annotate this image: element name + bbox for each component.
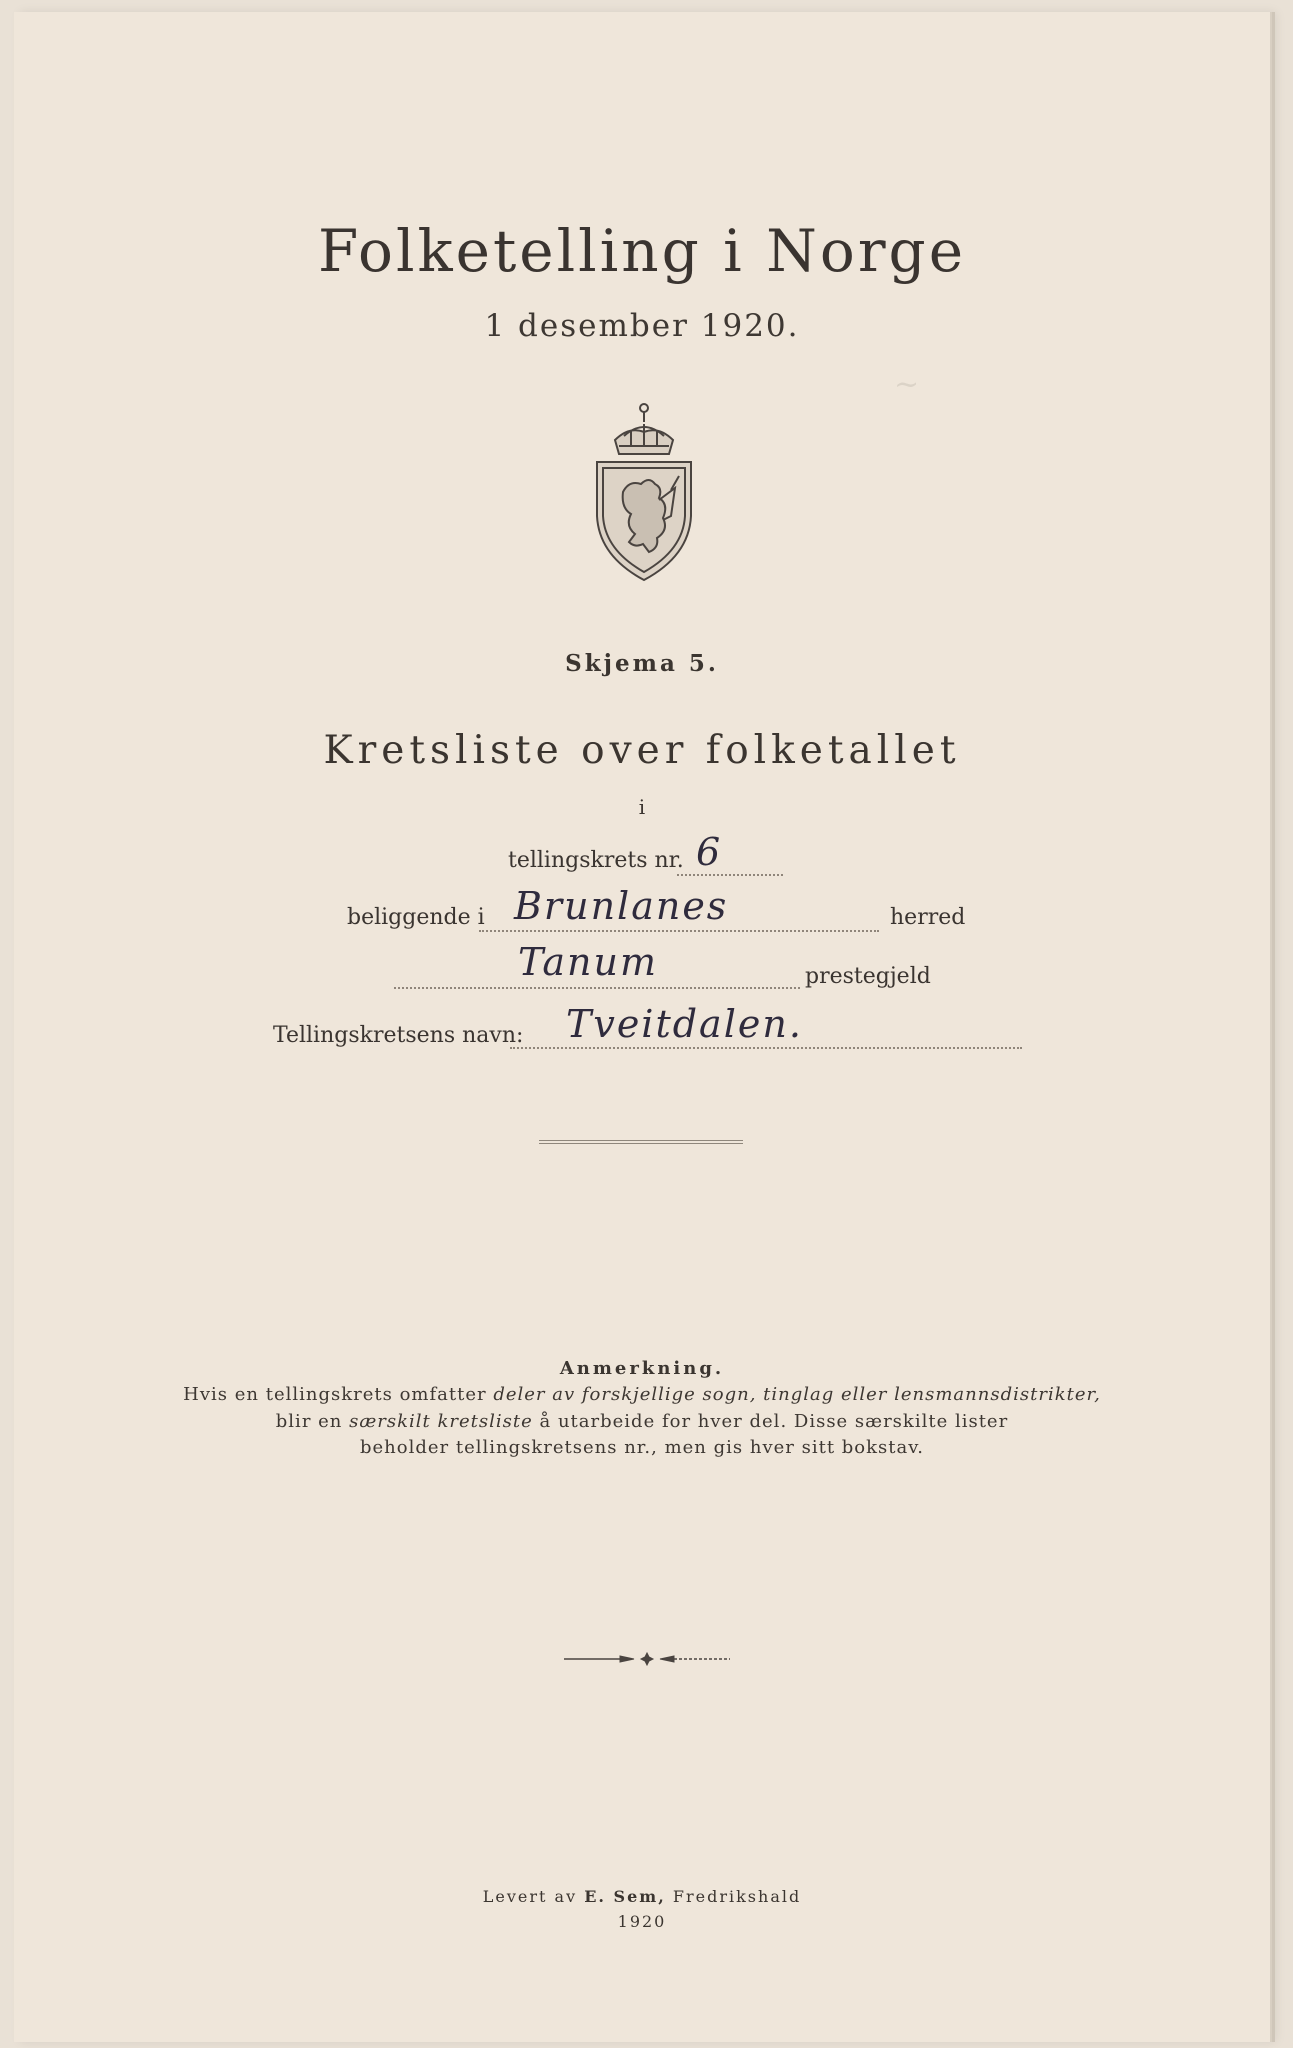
beliggende-label: beliggende i (347, 905, 485, 930)
printer-name: E. Sem, (584, 1887, 666, 1906)
printer-year: 1920 (617, 1912, 667, 1931)
note-line-2 (14, 1411, 1270, 1432)
note-line-1-text: Hvis en tellingskrets omfatter (183, 1384, 494, 1405)
krets-navn-line (510, 1047, 1022, 1049)
census-form-page (14, 12, 1270, 2042)
printer-credit-prefix: Levert av (482, 1887, 585, 1906)
bleed-through-mark: ~ (894, 367, 920, 402)
herred-value: Brunlanes (514, 884, 729, 928)
note-line-2-text-a: blir en (275, 1411, 350, 1432)
form-heading: Kretsliste over folketallet (323, 728, 961, 773)
krets-navn-label: Tellingskretsens navn: (273, 1023, 524, 1048)
tellingskrets-nr-label: tellingskrets nr. (508, 848, 684, 873)
census-date: 1 desember 1920. (484, 308, 800, 344)
note-line-2-text-c: å utarbeide for hver del. Disse særskilte lister (532, 1411, 1009, 1432)
note-title: Anmerkning. (559, 1358, 725, 1379)
herred-line (479, 930, 879, 932)
norway-coat-of-arms-icon (589, 396, 699, 584)
preposition-i: i (638, 795, 646, 819)
prestegjeld-label: prestegjeld (805, 964, 931, 989)
tellingskrets-nr-line (677, 874, 783, 876)
divider-rule (539, 1140, 743, 1144)
printer-city: Fredrikshald (665, 1887, 802, 1906)
note-line-2-italic: særskilt kretsliste (349, 1411, 533, 1432)
printer-credit (14, 1887, 1270, 1906)
herred-label: herred (890, 905, 966, 930)
note-line-1-italic: deler av forskjellige sogn, tinglag eller lensmannsdistrikter, (493, 1384, 1101, 1405)
prestegjeld-value: Tanum (518, 940, 659, 984)
prestegjeld-line (394, 987, 800, 989)
note-line-1 (14, 1384, 1270, 1405)
page-edge (1272, 12, 1275, 2042)
ornament-divider-icon (562, 1652, 732, 1666)
krets-navn-value: Tveitdalen. (566, 1002, 803, 1046)
page-title: Folketelling i Norge (317, 217, 967, 285)
schema-number: Skjema 5. (565, 650, 719, 677)
note-line-3: beholder tellingskretsens nr., men gis hver sitt bokstav. (359, 1437, 924, 1458)
tellingskrets-nr-value: 6 (696, 830, 723, 874)
